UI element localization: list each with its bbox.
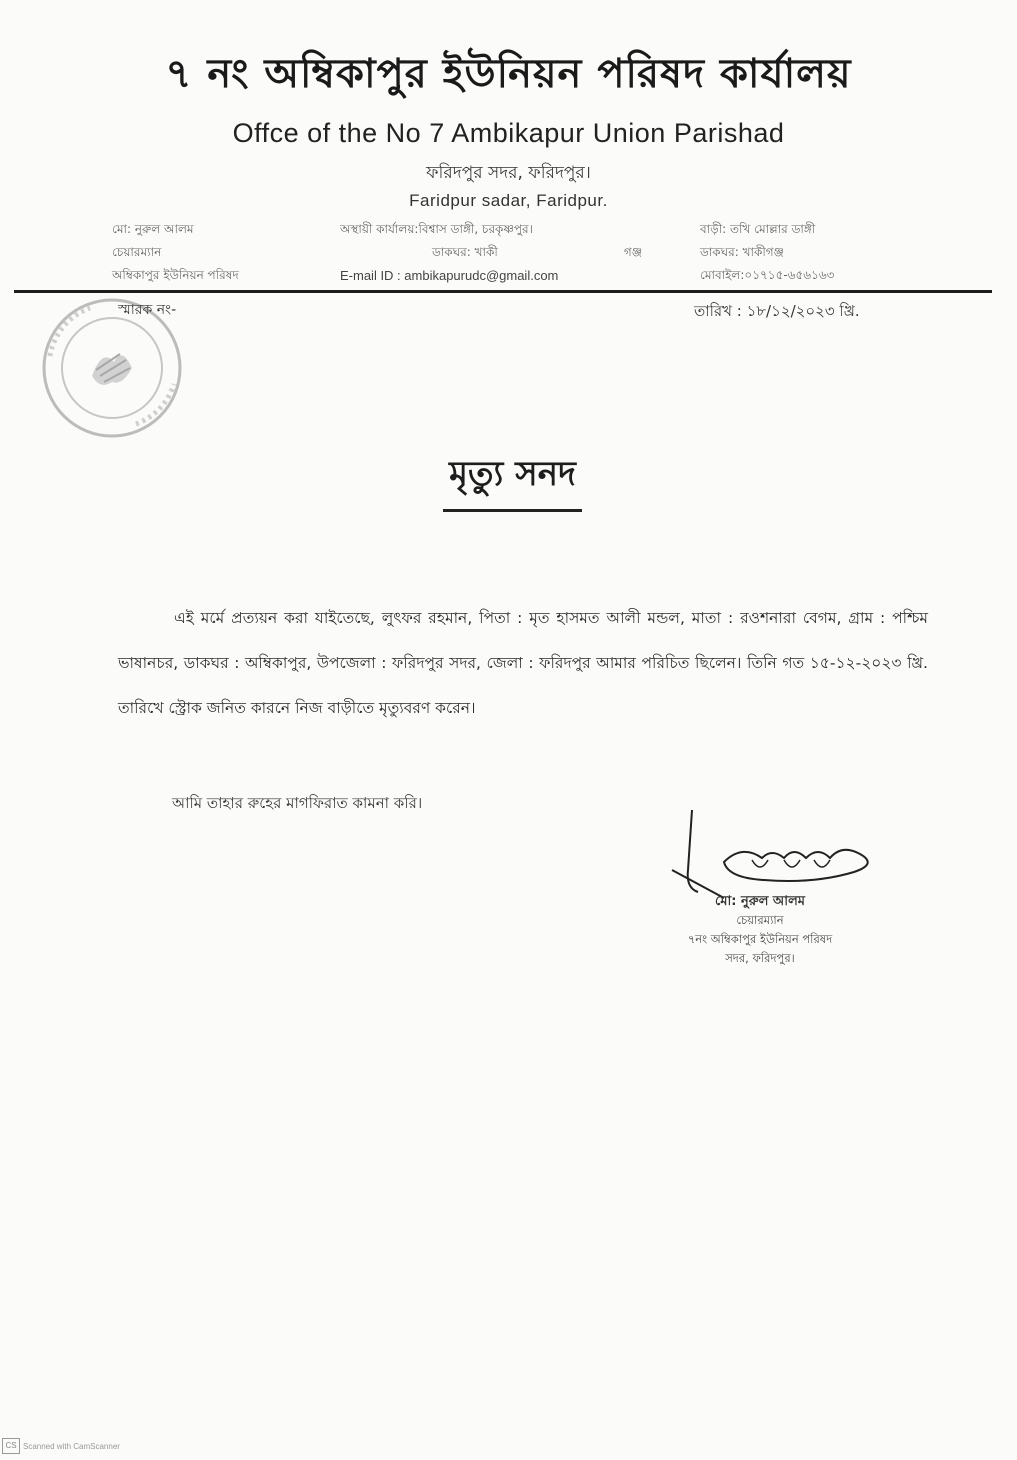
chairman-title: চেয়ারম্যান xyxy=(112,245,162,259)
memo-number: স্মারক নং- xyxy=(118,302,177,318)
scanner-watermark xyxy=(2,1438,120,1454)
prayer-line: আমি তাহার রুহের মাগফিরাত কামনা করি। xyxy=(172,794,423,812)
mobile-number: মোবাইল:০১৭১৫-৬৫৬১৬৩ xyxy=(700,268,835,282)
office-contact-block xyxy=(340,218,660,287)
signatory-details xyxy=(640,892,880,968)
temporary-office-address: অস্থায়ী কার্যালয়:বিশ্বাস ডাঙ্গী, চরকৃষ্ণপুর। xyxy=(340,222,533,236)
scanner-label: Scanned with CamScanner xyxy=(23,1441,120,1451)
header-divider xyxy=(14,290,992,293)
certificate-heading xyxy=(0,448,1017,512)
office-address-english: Faridpur sadar, Faridpur. xyxy=(409,191,608,210)
chairman-name: মো: নুরুল আলম xyxy=(112,222,194,236)
post-office-row xyxy=(340,241,660,264)
signatory-title: চেয়ারম্যান xyxy=(736,913,784,927)
signatory-location: সদর, ফরিদপুর। xyxy=(725,951,795,965)
office-title-english: Offce of the No 7 Ambikapur Union Parishad xyxy=(232,118,785,148)
signatory-union: ৭নং অম্বিকাপুর ইউনিয়ন পরিষদ xyxy=(687,932,833,946)
signature-block xyxy=(640,800,900,980)
certificate-body-paragraph: এই মর্মে প্রত্যয়ন করা যাইতেছে, লুৎফর রহমান, পিতা : মৃত হাসমত আলী মন্ডল, মাতা : রওশনারা বেগম, গ্রাম : পশ্চিম ভাষানচর, ডাকঘর : অম্বিকাপুর, উপজেলা : ফরিদপুর সদর, জেলা : ফরিদপুর আমার পরিচিত ছিলেন। তিনি গত ১৫-১২-২০২৩ খ্রি. তারিখে স্ট্রোক জনিত কারনে নিজ বাড়ীতে মৃত্যুবরণ করেন। xyxy=(118,609,928,717)
office-email: E-mail ID : ambikapurudc@gmail.com xyxy=(340,268,559,283)
camscanner-logo-icon: CS xyxy=(2,1438,20,1454)
residence-address: বাড়ী: তখি মোল্লার ডাঙ্গী xyxy=(700,222,816,236)
chairman-union: অম্বিকাপুর ইউনিয়ন পরিষদ xyxy=(112,268,239,282)
post-office-label: ডাকঘর: খাকী xyxy=(432,245,498,259)
office-title-bengali: ৭ নং অম্বিকাপুর ইউনিয়ন পরিষদ কার্যালয় xyxy=(165,51,852,97)
residence-info-block xyxy=(700,218,910,287)
office-address-bengali: ফরিদপুর সদর, ফরিদপুর। xyxy=(426,163,591,183)
certificate-heading-text: মৃত্যু সনদ xyxy=(443,448,582,512)
certificate-body xyxy=(118,596,928,731)
chairman-info-block xyxy=(112,218,322,287)
post-office-suffix: গঞ্জ xyxy=(623,245,642,259)
residence-post-office: ডাকঘর: খাকীগঞ্জ xyxy=(700,245,784,259)
issue-date: তারিখ : ১৮/১২/২০২৩ খ্রি. xyxy=(694,302,860,320)
signatory-name: মো: নুরুল আলম xyxy=(714,894,805,909)
